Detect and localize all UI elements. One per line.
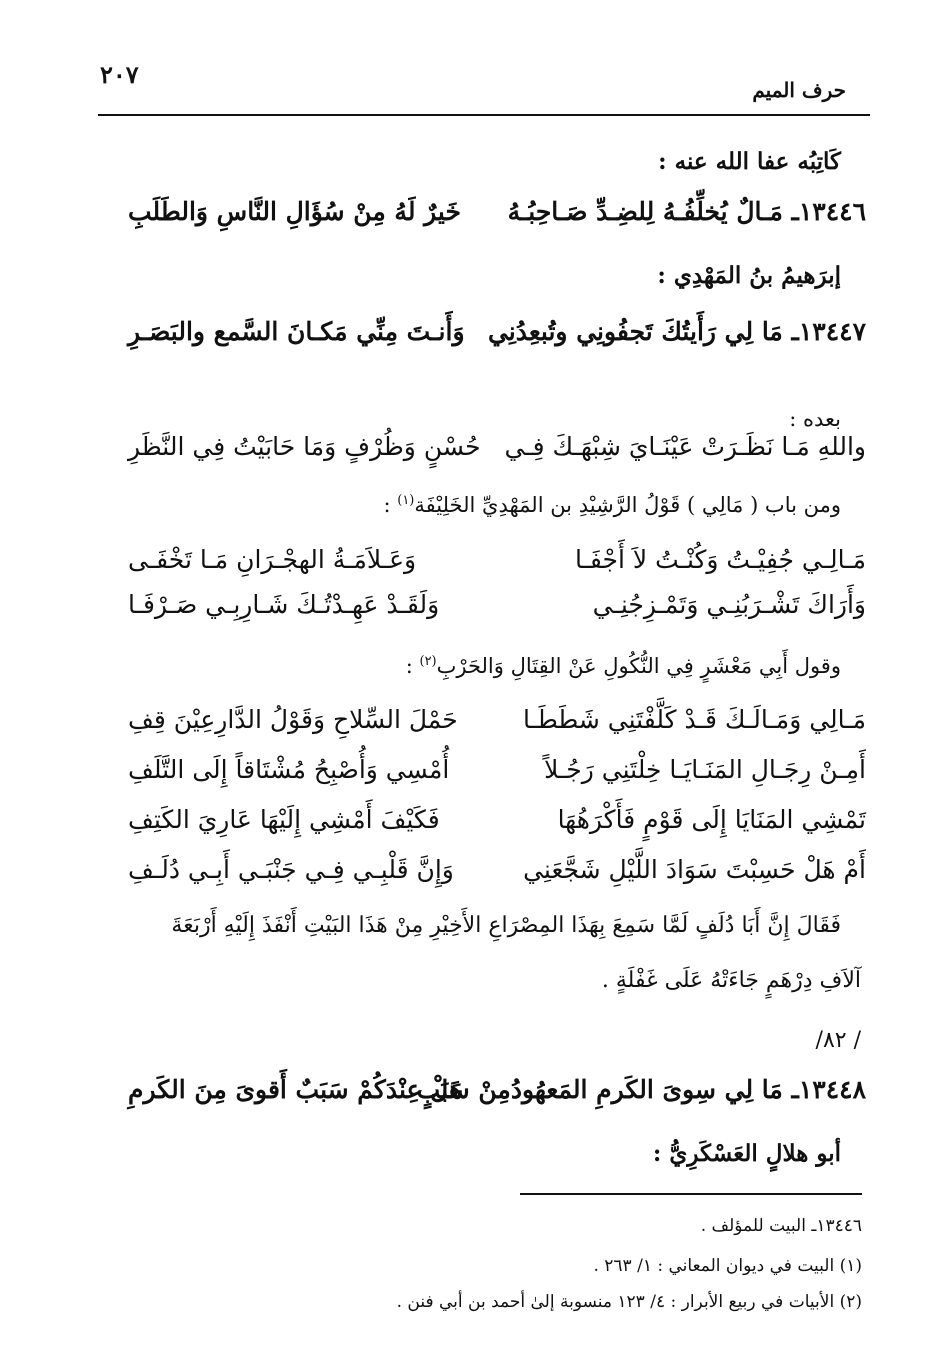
verse-first-hemistich: وَأَرَاكَ تَشْـرَبُنِـي وَتَمْـزِجُنِـي bbox=[592, 590, 866, 619]
prose-line: / ٨٢/ bbox=[815, 1028, 861, 1053]
poet-intro: وقول أَبِي مَعْشَرٍ فِي النُّكُولِ عَنْ القِتَالِ وَالحَرْبِ$^{(٢)}$ : bbox=[405, 654, 841, 678]
poet-intro: بعده : bbox=[789, 407, 841, 431]
poet-intro: أبو هلالٍ العَسْكَرِيُّ : bbox=[652, 1140, 841, 1167]
footnote: ١٣٤٤٦ـ البيت للمؤلف . bbox=[700, 1216, 862, 1236]
verse-first-hemistich: مَـالِـي جُفِيْـتُ وَكُنْـتُ لاَ أَجْفَـا bbox=[574, 545, 866, 574]
poet-intro: كَاتِبُه عفا الله عنه : bbox=[658, 148, 841, 175]
verse-second-hemistich: وَلَقَـدْ عَهِـدْتُـكَ شَـارِبِـي صَـرْفَـا bbox=[128, 590, 440, 619]
verse-second-hemistich: وَأَنـتَ مِنِّي مَكـانَ السَّمع والبَصَـرِ bbox=[128, 317, 465, 346]
verse-first-hemistich: ١٣٤٤٨ـ مَا لِي سِوىَ الكَرمِ المَعهُودُمِنْ سَبَبٍ bbox=[416, 1075, 866, 1104]
verse-first-hemistich: ١٣٤٤٧ـ مَا لِي رَأَيتُكَ تَجفُونِي وتُبعِدُنِي bbox=[487, 317, 866, 346]
footnote-marker: (١) bbox=[397, 493, 415, 508]
verse-first-hemistich: أَمِـنْ رِجَـالِ المَنَـايَـا خِلْتَنِي رَجُـلاً bbox=[544, 755, 866, 784]
prose-line: آلاَفِ دِرْهَمٍ جَاءَتْهُ عَلَى غَفْلَةٍ . bbox=[601, 968, 861, 993]
running-header-title: حرف الميم bbox=[752, 78, 846, 102]
page-number: ٢٠٧ bbox=[100, 60, 139, 89]
prose-line: فَقَالَ إِنَّ أَبَا دُلَفٍ لَمَّا سَمِعَ بِهَذَا المِصْرَاعِ الأَخِيْرِ مِنْ هَذَا البَيْتِ أَنْفَذَ إِلَيْهِ أَرْبَعَةَ bbox=[171, 913, 841, 938]
verse-first-hemistich: أَمْ هَلْ حَسِبْتَ سَوَادَ اللَّيْلِ شَجَّعَنِي bbox=[523, 855, 866, 884]
header-rule bbox=[98, 114, 870, 116]
verse-second-hemistich: وَإِنَّ قَلْبِـي فِـي جَنْبَـي أَبِـي دُلَـفِ bbox=[128, 855, 454, 884]
verse-first-hemistich: واللهِ مَـا نَظَـرَتْ عَيْنَـايَ شِبْهَـكَ فِـي bbox=[504, 432, 866, 461]
footnote: (١) البيت في ديوان المعاني : ١/ ٢٦٣ . bbox=[593, 1256, 862, 1276]
verse-second-hemistich: فَكَيْفَ أَمْشِي إِلَيْهَا عَارِيَ الكَتِفِ bbox=[128, 805, 440, 834]
verse-first-hemistich: تَمْشِي المَنَايَا إِلَى قَوْمٍ فَأَكْرَهُهَا bbox=[557, 805, 866, 834]
footnote-rule bbox=[520, 1193, 862, 1195]
verse-second-hemistich: أُمْسِي وَأُصْبِحُ مُشْتَاقاً إِلَى التَّلَفِ bbox=[128, 755, 450, 784]
verse-second-hemistich: وَعَـلاَمَـةُ الهجْـرَانِ مَـا تَخْفَـى bbox=[128, 545, 417, 574]
footnote-marker: (٢) bbox=[419, 654, 437, 669]
verse-second-hemistich: حَمْلَ السِّلاحِ وَقَوْلُ الدَّارِعِيْنَ قِفِ bbox=[128, 705, 458, 734]
poet-intro: ومن باب ( مَالِي ) قَوْلُ الرَّشِيْدِ بن المَهْدِيِّ الخَلِيْفَة$^{(١)}$ : bbox=[383, 493, 841, 517]
verse-first-hemistich: مَـالِي وَمَـالَـكَ قَـدْ كَلَّفْتَنِي شَطَطَـا bbox=[522, 705, 866, 734]
verse-second-hemistich: هَلْ عِنْدَكُمْ سَبَبٌ أَقوىَ مِنَ الكَرمِ bbox=[128, 1075, 463, 1104]
poet-intro: إبرَهيمُ بنُ المَهْدِي : bbox=[657, 262, 841, 289]
footnote: (٢) الأبيات في ربيع الأبرار : ٤/ ١٢٣ منسوبة إلىٰ أحمد بن أبي فنن . bbox=[396, 1292, 862, 1312]
verse-second-hemistich: خَيرٌ لَهُ مِنْ سُؤَالِ النَّاسِ وَالطَلَبِ bbox=[128, 197, 461, 226]
verse-second-hemistich: حُسْنٍ وَظُرْفٍ وَمَا حَابَيْتُ فِي النَّظَرِ bbox=[128, 432, 481, 461]
verse-first-hemistich: ١٣٤٤٦ـ مَـالٌ يُخلِّفُـهُ لِلضِـدِّ صَـاحِبُـهُ bbox=[507, 197, 866, 226]
